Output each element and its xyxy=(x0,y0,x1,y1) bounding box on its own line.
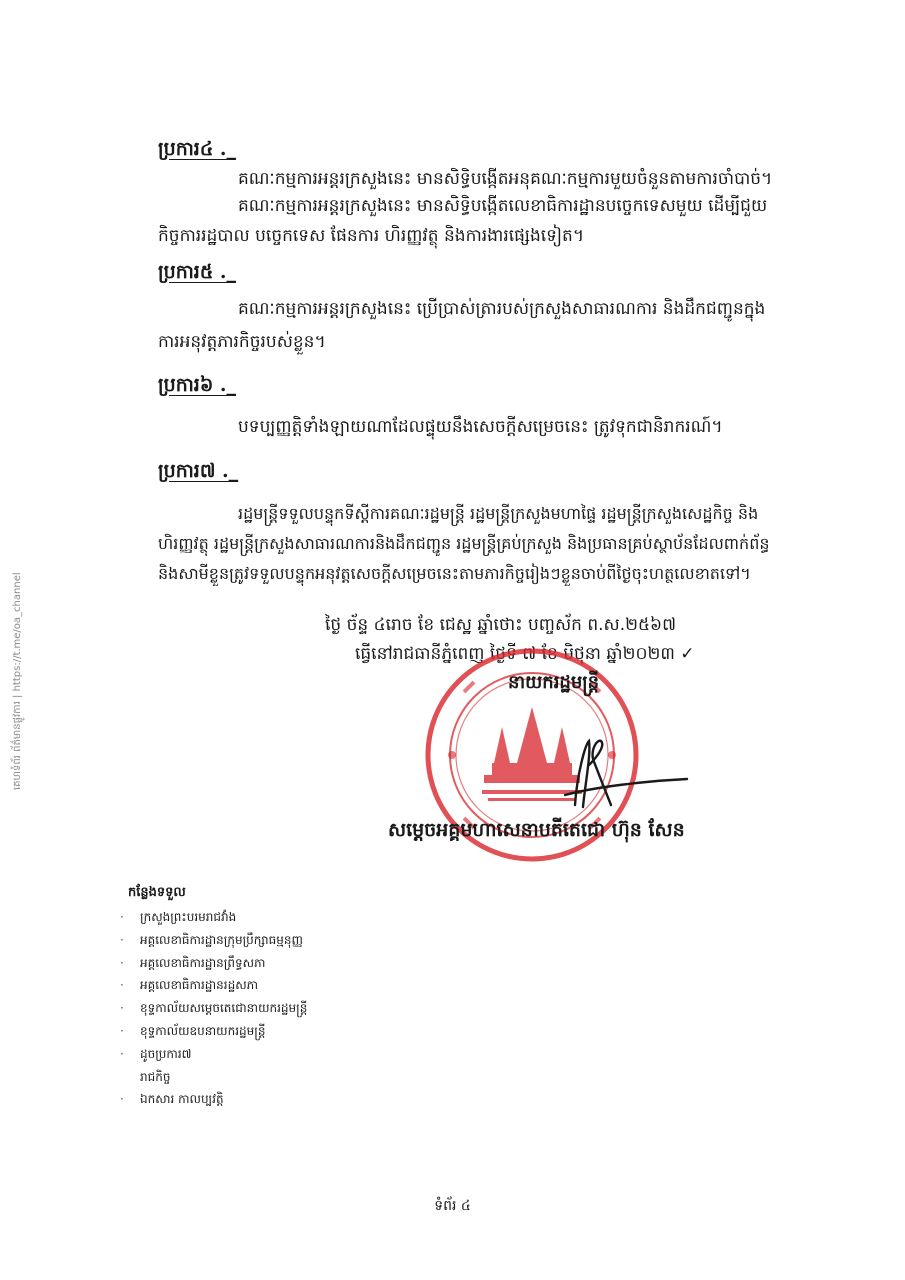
recipients-title: កន្លែងទទួល xyxy=(128,885,186,900)
article-5-heading: ប្រការ៥ ._ xyxy=(158,261,237,283)
sidebar-watermark xyxy=(0,490,23,790)
article-7-line-2: ហិរញ្ញវត្ថុ រដ្ឋមន្ត្រីក្រសួងសាធារណការនិងដឹកជញ្ជូន រដ្ឋមន្ត្រីគ្រប់ក្រសួង និងប្រធានគ្រប់ស្ថាប័នដែលពាក់ព័ន្ធ xyxy=(158,534,770,553)
solar-date: ធ្វើនៅរាជធានីភ្នំពេញ ថ្ងៃទី ៧ ខែ មិថុនា ឆ្នាំ២០២៣ ✓ xyxy=(355,644,695,664)
list-item: រាជកិច្ច xyxy=(140,1069,171,1084)
list-item: · ខុទ្ទកាល័យសម្តេចតេជោនាយករដ្ឋមន្ត្រី xyxy=(120,1001,308,1016)
signer-name: សម្តេចអគ្គមហាសេនាបតីតេជោ ហ៊ុន សែន xyxy=(388,819,685,841)
sidebar-watermark-text: គេហទំព័រ ព័ត៌មានផ្លូវការ | https://t.me/oa_channel xyxy=(12,572,23,790)
article-7-heading: ប្រការ៧ ._ xyxy=(158,460,239,482)
article-6-heading: ប្រការ៦ ._ xyxy=(158,374,237,396)
list-item: · ដូចប្រការ៧ xyxy=(120,1046,192,1061)
article-4-line-2: គណៈកម្មការអន្តរក្រសួងនេះ មានសិទ្ធិបង្កើតលេខាធិការដ្ឋានបច្ចេកទេសមួយ ដើម្បីជួយ xyxy=(238,196,768,216)
list-item: · ក្រសួងព្រះបរមរាជវាំង xyxy=(120,910,237,924)
list-item: · អគ្គលេខាធិការដ្ឋានក្រុមប្រឹក្សាធម្មនុញ្ញ xyxy=(120,932,303,947)
list-item: · ឯកសារ កាលប្បវត្តិ xyxy=(120,1092,224,1107)
article-4-line-3: កិច្ចការរដ្ឋបាល បច្ចេកទេស ផែនការ ហិរញ្ញវត្ថុ និងការងារផ្សេងទៀត។ xyxy=(158,226,585,246)
list-item: · អគ្គលេខាធិការដ្ឋានរដ្ឋសភា xyxy=(120,978,259,993)
prime-minister-title: នាយករដ្ឋមន្ត្រី xyxy=(508,672,600,693)
article-7-line-1: រដ្ឋមន្ត្រីទទួលបន្ទុកទីស្តីការគណៈរដ្ឋមន្ត្រី រដ្ឋមន្ត្រីក្រសួងមហាផ្ទៃ រដ្ឋមន្ត្រីក្រសួងសេដ្ឋកិច្ច និង xyxy=(238,504,759,523)
article-7-line-3: និងសាមីខ្លួនត្រូវទទួលបន្ទុកអនុវត្តសេចក្តីសម្រេចនេះតាមភារកិច្ចរៀងៗខ្លួនចាប់ពីថ្ងៃចុះហត្ថលេខាតទៅ។ xyxy=(158,564,751,583)
lunar-date: ថ្ងៃ ច័ន្ទ ៤រោច ខែ ជេស្ឋ ឆ្នាំថោះ បញ្ចស័ក ព.ស.២៥៦៧ xyxy=(325,615,677,635)
page-number: ទំព័រ ៤ xyxy=(434,1198,471,1214)
recipients-list xyxy=(120,906,307,1111)
article-5-line-2: ការអនុវត្តភារកិច្ចរបស់ខ្លួន។ xyxy=(158,332,326,352)
article-4-line-1: គណៈកម្មការអន្តរក្រសួងនេះ មានសិទ្ធិបង្កើតអនុគណៈកម្មការមួយចំនួនតាមការចាំបាច់។ xyxy=(238,169,773,189)
list-item: · អគ្គលេខាធិការដ្ឋានព្រឹទ្ធសភា xyxy=(120,955,266,970)
signature-icon xyxy=(555,735,695,815)
article-6-line-1: បទប្បញ្ញត្តិទាំងឡាយណាដែលផ្ទុយនឹងសេចក្តីសម្រេចនេះ ត្រូវទុកជានិរាករណ៍។ xyxy=(238,417,723,437)
article-4-heading: ប្រការ៤ ._ xyxy=(158,138,237,160)
article-5-line-1: គណៈកម្មការអន្តរក្រសួងនេះ ប្រើប្រាស់ត្រារបស់ក្រសួងសាធារណការ និងដឹកជញ្ជូនក្នុង xyxy=(238,299,766,319)
list-item: · ខុទ្ទកាល័យឧបនាយករដ្ឋមន្ត្រី xyxy=(120,1023,266,1038)
